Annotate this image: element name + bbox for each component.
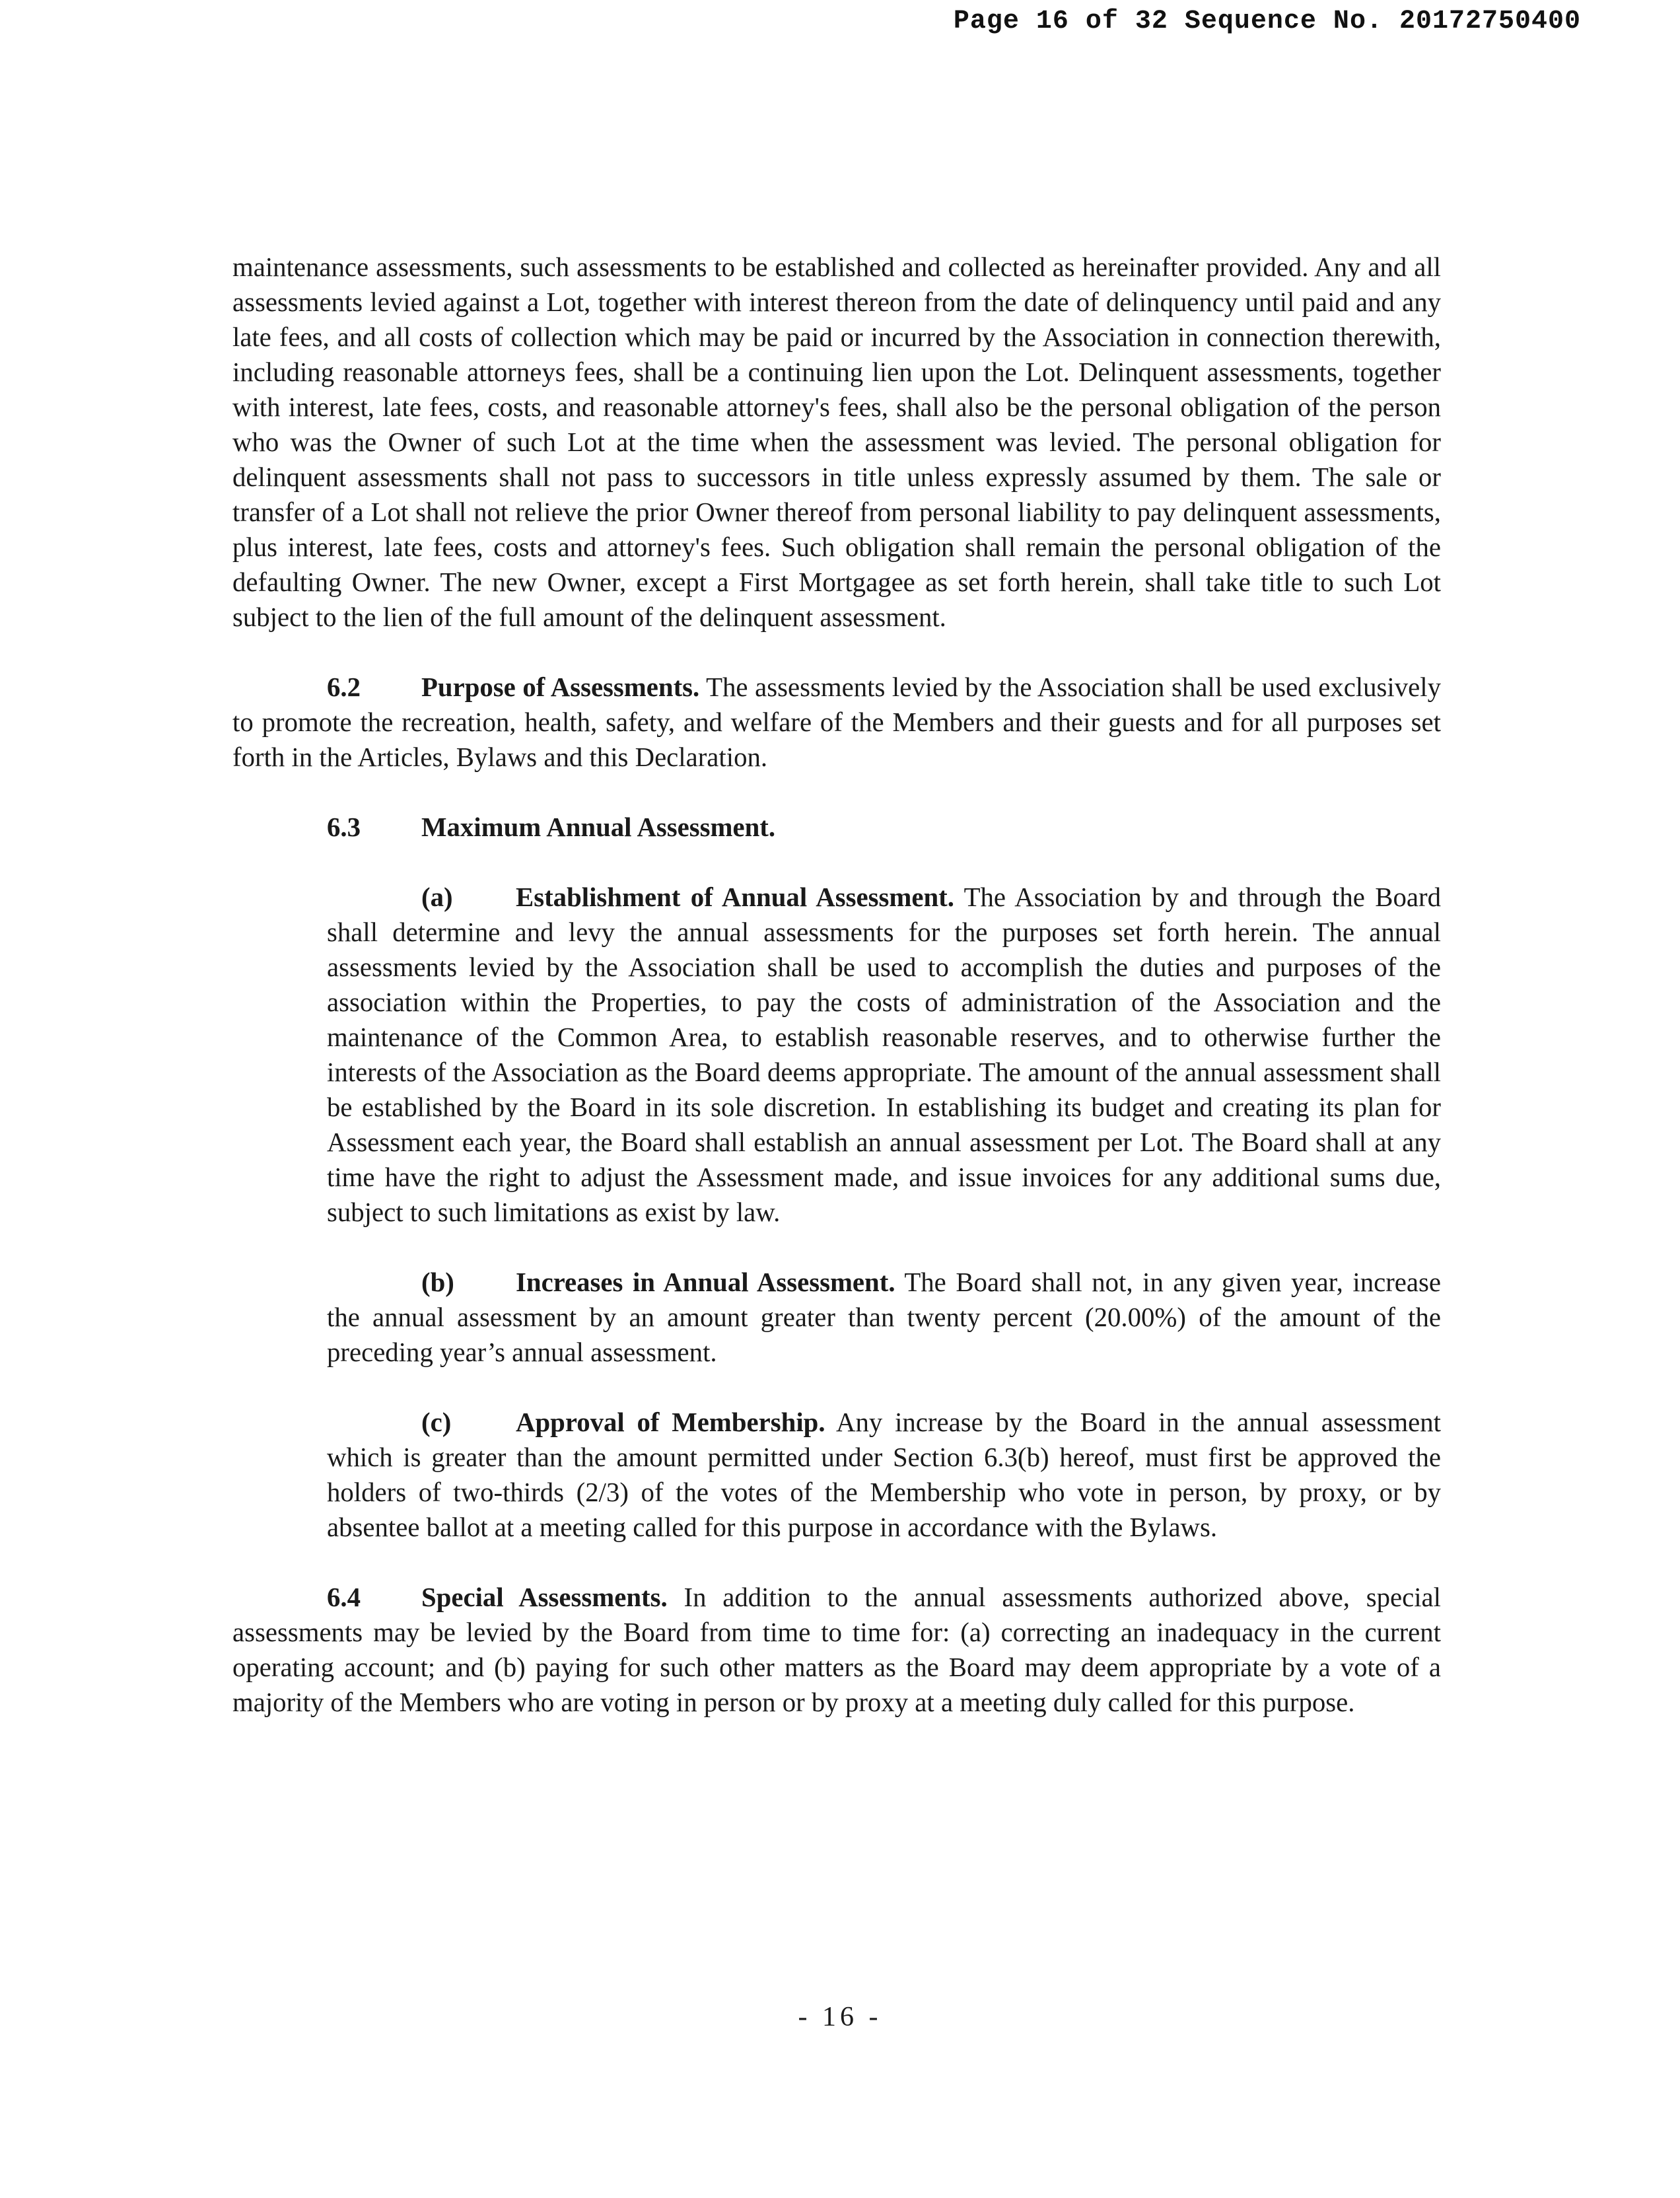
document-body xyxy=(232,250,1441,1720)
section-heading: Maximum Annual Assessment. xyxy=(421,812,776,842)
section-text: The assessments levied by the Association shall be used exclusively to promote the recreation, health, safety, and welfare of the Members and their guests and for all purposes set forth in the Articles, Bylaws and this Declaration. xyxy=(232,672,1441,772)
subsection-label: (c) xyxy=(421,1407,452,1437)
section-6-3 xyxy=(232,810,1441,845)
section-number: 6.4 xyxy=(327,1582,361,1612)
subsection-label: (b) xyxy=(421,1267,454,1297)
subsection-heading: Establishment of Annual Assessment. xyxy=(516,882,954,912)
section-6-4 xyxy=(232,1580,1441,1720)
page-header: Page 16 of 32 Sequence No. 20172750400 xyxy=(953,7,1581,36)
section-heading: Purpose of Assessments. xyxy=(421,672,700,702)
subsection-heading: Approval of Membership. xyxy=(516,1407,825,1437)
continuation-paragraph: maintenance assessments, such assessments to be established and collected as hereinafter provided. Any and all assessments levied against a Lot, together with interest thereon from the date of delinquency until paid and any late fees, and all costs of collection which may be paid or incurred by the Association in connection therewith, including reasonable attorneys fees, shall be a continuing lien upon the Lot. Delinquent assessments, together with interest, late fees, costs, and reasonable attorney's fees, shall also be the personal obligation of the person who was the Owner of such Lot at the time when the assessment was levied. The personal obligation for delinquent assessments shall not pass to successors in title unless expressly assumed by them. The sale or transfer of a Lot shall not relieve the prior Owner thereof from personal liability to pay delinquent assessments, plus interest, late fees, costs and attorney's fees. Such obligation shall remain the personal obligation of the defaulting Owner. The new Owner, except a First Mortgagee as set forth herein, shall take title to such Lot subject to the lien of the full amount of the delinquent assessment. xyxy=(232,252,1441,632)
section-6-3-b xyxy=(327,1265,1441,1370)
page-number: - 16 - xyxy=(798,2002,882,2032)
subsection-text: Any increase by the Board in the annual assessment which is greater than the amount permitted under Section 6.3(b) hereof, must first be approved the holders of two-thirds (2/3) of the votes of the Membership who vote in person, by proxy, or by absentee ballot at a meeting called for this purpose in accordance with the Bylaws. xyxy=(327,1407,1441,1542)
section-6-3-c xyxy=(327,1405,1441,1545)
subsection-heading: Increases in Annual Assessment. xyxy=(516,1267,895,1297)
section-6-3-a xyxy=(327,880,1441,1230)
section-text: In addition to the annual assessments authorized above, special assessments may be levied by the Board from time to time for: (a) correcting an inadequacy in the current operating account; and (b) paying for such other matters as the Board may deem appropriate by a vote of a majority of the Members who are voting in person or by proxy at a meeting duly called for this purpose. xyxy=(232,1582,1441,1717)
section-6-2 xyxy=(232,670,1441,775)
subsection-text: The Association by and through the Board shall determine and levy the annual assessments for the purposes set forth herein. The annual assessments levied by the Association shall be used to accomplish the duties and purposes of the association within the Properties, to pay the costs of administration of the Association and the maintenance of the Common Area, to establish reasonable reserves, and to otherwise further the interests of the Association as the Board deems appropriate. The amount of the annual assessment shall be established by the Board in its sole discretion. In establishing its budget and creating its plan for Assessment each year, the Board shall establish an annual assessment per Lot. The Board shall at any time have the right to adjust the Assessment made, and issue invoices for any additional sums due, subject to such limitations as exist by law. xyxy=(327,882,1441,1227)
section-number: 6.3 xyxy=(327,812,361,842)
section-heading: Special Assessments. xyxy=(421,1582,668,1612)
section-number: 6.2 xyxy=(327,672,361,702)
subsection-text: The Board shall not, in any given year, increase the annual assessment by an amount greater than twenty percent (20.00%) of the amount of the preceding year’s annual assessment. xyxy=(327,1267,1442,1367)
subsection-label: (a) xyxy=(421,882,453,912)
